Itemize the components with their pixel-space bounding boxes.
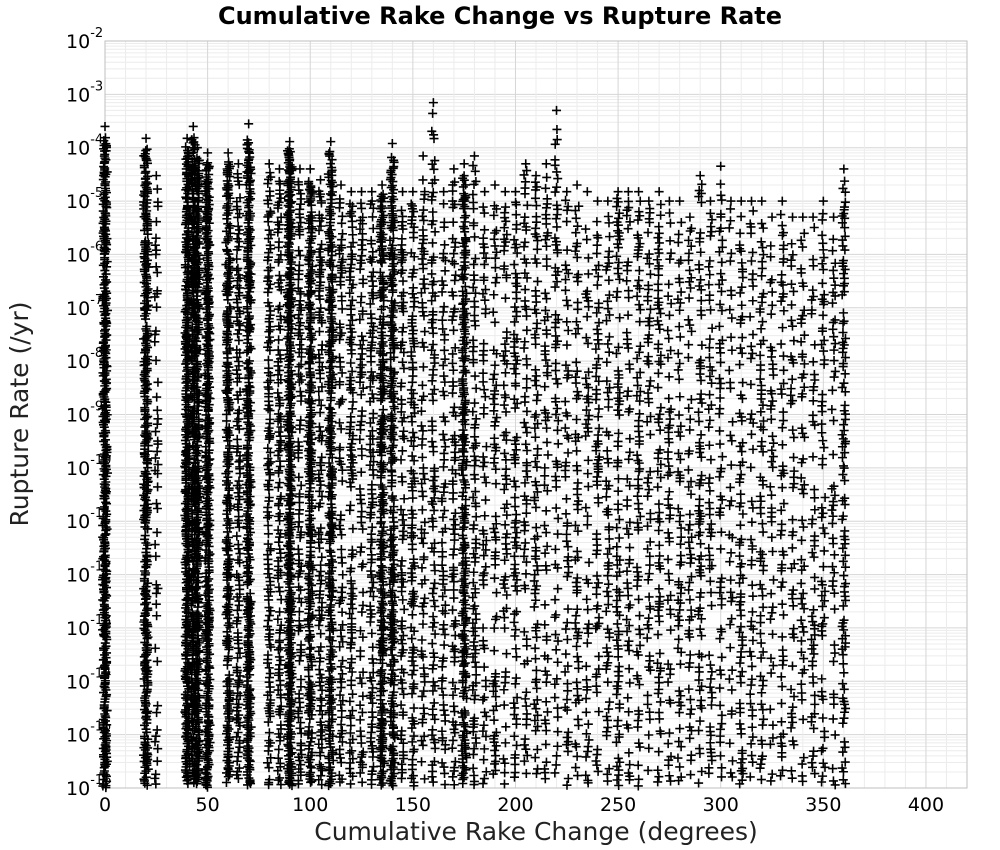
chart-title: Cumulative Rake Change vs Rupture Rate	[217, 2, 783, 30]
